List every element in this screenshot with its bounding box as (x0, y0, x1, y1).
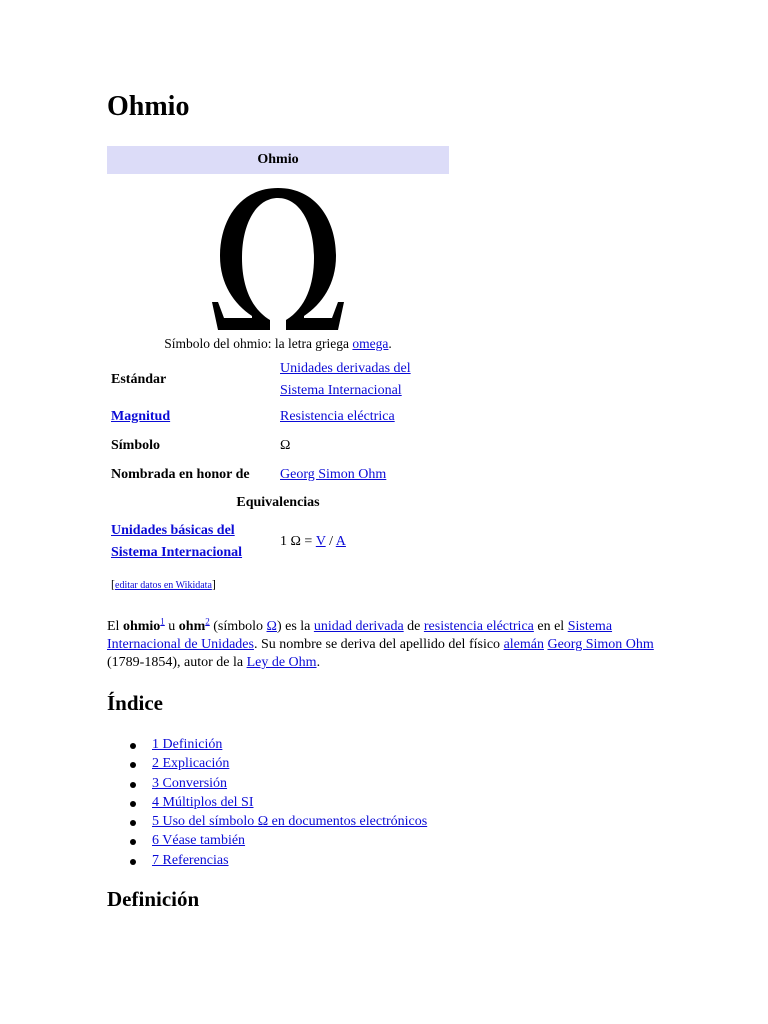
toc-item (107, 831, 607, 850)
georg-simon-ohm-link[interactable]: Georg Simon Ohm (280, 466, 387, 482)
label-estandar: Estándar (111, 372, 167, 387)
volt-link[interactable]: V (315, 534, 326, 549)
toc-link-multiplos[interactable]: 4 Múltiplos del SI (152, 794, 254, 810)
toc-link-referencias[interactable]: 7 Referencias (152, 852, 229, 868)
bullet-icon (130, 839, 136, 845)
magnitud-link[interactable]: Magnitud (111, 408, 171, 424)
wikidata-edit: [editar datos en Wikidata] (111, 577, 216, 591)
omega-icon (208, 180, 348, 330)
row-estandar (107, 358, 449, 402)
ampere-link[interactable]: A (335, 534, 346, 549)
toc-item (107, 735, 607, 754)
bullet-icon (130, 820, 136, 826)
bullet-icon (130, 801, 136, 807)
omega-symbol-image (107, 174, 449, 334)
omega-symbol-link[interactable]: Ω (266, 619, 277, 634)
toc-item (107, 754, 607, 773)
toc-item (107, 812, 607, 831)
toc-link-definicion[interactable]: 1 Definición (152, 737, 223, 752)
bullet-icon (130, 743, 136, 749)
aleman-link[interactable]: alemán (503, 637, 544, 652)
equivalencias-heading: Equivalencias (236, 495, 320, 510)
row-magnitud (107, 402, 449, 431)
label-nombrada: Nombrada en honor de (111, 466, 250, 482)
bullet-icon (130, 859, 136, 865)
row-nombrada (107, 460, 449, 489)
infobox-header: Ohmio (107, 146, 449, 174)
toc-item (107, 851, 607, 870)
intro-paragraph: El ohmio$^1$ u ohm$^2$ (símbolo Ω) es la unidad derivada de resistencia eléctrica en el Sistema Internacional de Unidades. Su nombre se deriva del apellido del físico alemán Georg Simon Ohm (1789-1854), autor de la Ley de Ohm. (107, 616, 654, 670)
unidad-derivada-link[interactable]: unidad derivada (313, 619, 404, 634)
value-si-base: 1 Ω = V / A (280, 534, 346, 549)
omega-link[interactable]: omega (352, 336, 389, 351)
infobox (107, 146, 449, 595)
bullet-icon (130, 762, 136, 768)
toc-title: Índice (107, 691, 164, 715)
bullet-icon (130, 782, 136, 788)
toc-link-explicacion[interactable]: 2 Explicación (152, 756, 230, 772)
unidades-derivadas-link[interactable]: Unidades derivadas del Sistema Internacional (280, 361, 411, 398)
sistema-internacional-link[interactable]: Sistema Internacional de Unidades (107, 619, 613, 652)
row-si-base (107, 517, 449, 567)
resistencia-link[interactable]: resistencia eléctrica (423, 619, 534, 634)
toc-item (107, 774, 607, 793)
ley-de-ohm-link[interactable]: Ley de Ohm (246, 655, 317, 670)
unidades-basicas-link[interactable]: Unidades básicas del Sistema Internacional (111, 523, 243, 560)
symbol-caption: Símbolo del ohmio: la letra griega omega. (164, 336, 392, 351)
label-simbolo: Símbolo (111, 437, 161, 453)
section-definicion-title: Definición (107, 887, 200, 911)
toc-link-conversion[interactable]: 3 Conversión (152, 775, 228, 791)
row-simbolo (107, 431, 449, 460)
ref-2-link[interactable]: 2 (205, 616, 210, 627)
ohm-person-link[interactable]: Georg Simon Ohm (547, 637, 654, 652)
toc-list (107, 735, 607, 870)
toc-link-uso-simbolo[interactable]: 5 Uso del símbolo Ω en documentos electrónicos (152, 814, 428, 830)
value-simbolo: Ω (280, 437, 291, 453)
resistencia-electrica-link[interactable]: Resistencia eléctrica (280, 408, 395, 424)
toc-link-vease[interactable]: 6 Véase también (152, 833, 246, 849)
page-title: Ohmio (107, 91, 190, 122)
ref-1-link[interactable]: 1 (160, 616, 165, 627)
edit-wikidata-link[interactable]: editar datos en Wikidata (115, 580, 212, 591)
toc-item (107, 793, 607, 812)
value-estandar (280, 358, 449, 402)
